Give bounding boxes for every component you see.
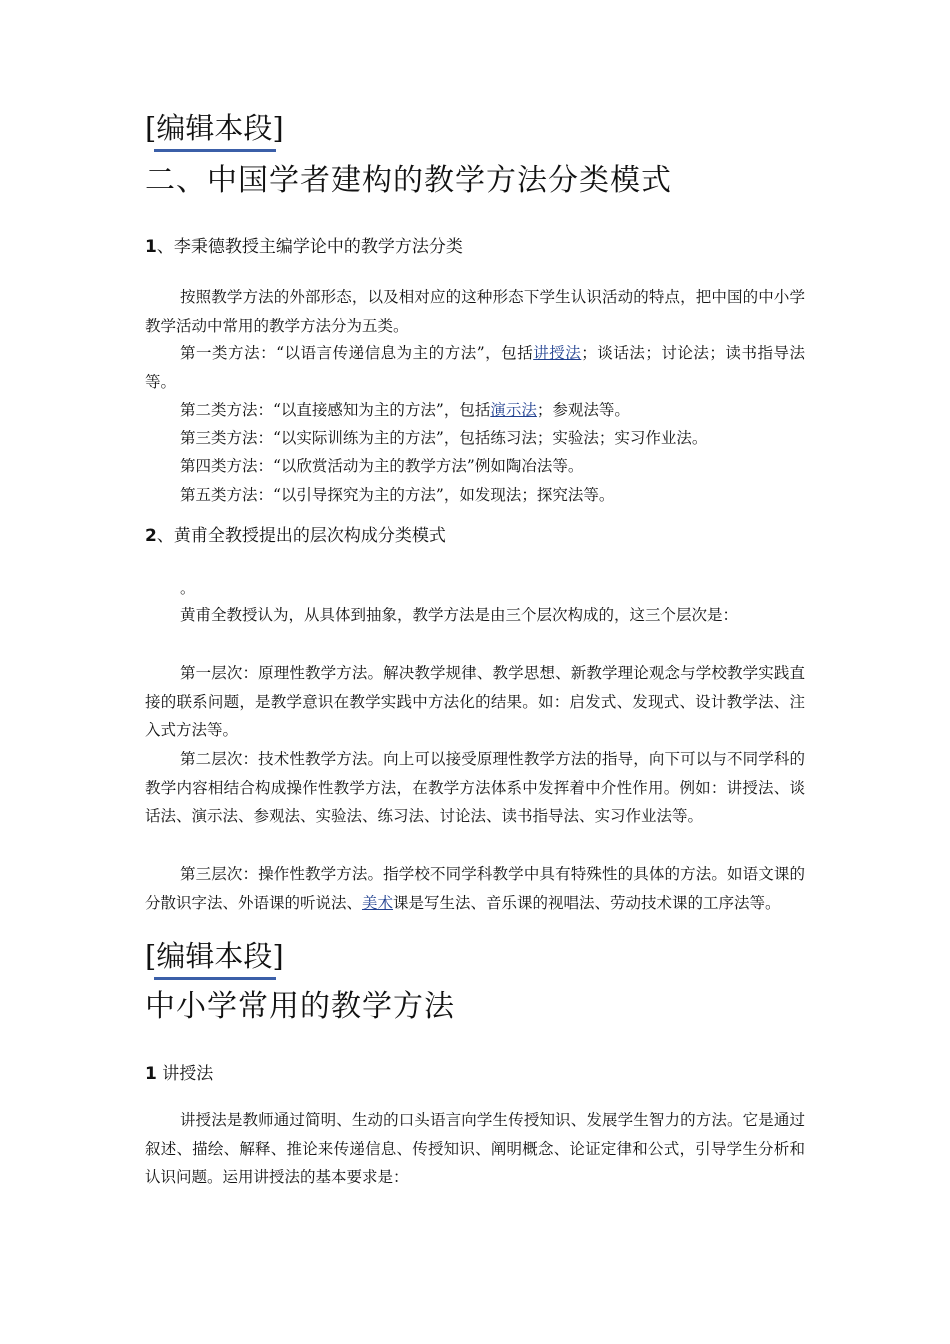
edit-section-label: [编辑本段]: [145, 111, 284, 145]
lecture-method-link[interactable]: 讲授法: [533, 344, 582, 362]
edit-section-label: [编辑本段]: [145, 939, 284, 973]
fine-arts-link[interactable]: 美术: [362, 893, 394, 912]
subsection-title: 讲授法: [156, 1064, 214, 1084]
paragraph: [145, 396, 805, 425]
subsection-heading: [145, 1062, 213, 1086]
paragraph: 第三类方法：“以实际训练为主的方法”，包括练习法；实验法；实习作业法。: [180, 429, 708, 447]
stray-punctuation: 。: [180, 579, 196, 597]
section-heading: 中小学常用的教学方法: [145, 989, 455, 1024]
subsection-title: 、李秉德教授主编学论中的教学方法分类: [156, 237, 463, 257]
subsection-heading: [145, 235, 463, 259]
demonstration-method-link[interactable]: 演示法: [490, 401, 537, 419]
edit-section-underline: [154, 977, 276, 980]
paragraph: 第二层次：技术性教学方法。向上可以接受原理性教学方法的指导，向下可以与不同学科的教学内容相结合构成操作性教学方法，在教学方法体系中发挥着中介性作用。例如：讲授法、谈话法、演示法、参观法、实验法、练习法、讨论法、读书指导法、实习作业法等。: [145, 750, 805, 825]
text-run: 课是写生法、音乐课的视唱法、劳动技术课的工序法等。: [393, 893, 781, 912]
edit-section-underline: [154, 149, 276, 152]
subsection-heading: [145, 524, 446, 548]
paragraph: 第五类方法：“以引导探究为主的方法”，如发现法；探究法等。: [180, 486, 615, 504]
text-run: 第二类方法：“以直接感知为主的方法”，包括: [180, 401, 491, 419]
text-run: 第三层次：操作性教学方法。指学校不同学科教学中具有特殊性的具体的方法。如语文课的分散识字法、外语课的听说法、: [145, 865, 805, 912]
paragraph: [145, 860, 805, 917]
paragraph: 第四类方法：“以欣赏活动为主的教学方法”例如陶冶法等。: [180, 457, 584, 475]
paragraph: 按照教学方法的外部形态，以及相对应的这种形态下学生认识活动的特点，把中国的中小学教学活动中常用的教学方法分为五类。: [145, 288, 805, 335]
edit-section-link[interactable]: [145, 110, 284, 146]
subsection-number: 2: [145, 526, 157, 546]
subsection-number: 1: [145, 237, 157, 257]
text-run: ；谈话法；讨论法；读书指导法等。: [145, 344, 805, 391]
edit-section-link[interactable]: [145, 938, 284, 974]
paragraph: 第一层次：原理性教学方法。解决教学规律、教学思想、新教学理论观念与学校教学实践直接的联系问题，是教学意识在教学实践中方法化的结果。如：启发式、发现式、设计教学法、注入式方法等。: [145, 664, 805, 739]
text-run: 第一类方法：“以语言传递信息为主的方法”，包括: [180, 344, 534, 362]
text-run: ；参观法等。: [536, 401, 630, 419]
paragraph: 讲授法是教师通过简明、生动的口头语言向学生传授知识、发展学生智力的方法。它是通过叙述、描绘、解释、推论来传递信息、传授知识、阐明概念、论证定律和公式，引导学生分析和认识问题。运用讲授法的基本要求是：: [145, 1111, 805, 1186]
paragraph: [145, 339, 805, 396]
subsection-title: 、黄甫全教授提出的层次构成分类模式: [156, 526, 446, 546]
subsection-number: 1: [145, 1064, 157, 1084]
section-heading: 二、中国学者建构的教学方法分类模式: [145, 163, 672, 198]
paragraph: 黄甫全教授认为，从具体到抽象，教学方法是由三个层次构成的，这三个层次是：: [180, 606, 739, 624]
